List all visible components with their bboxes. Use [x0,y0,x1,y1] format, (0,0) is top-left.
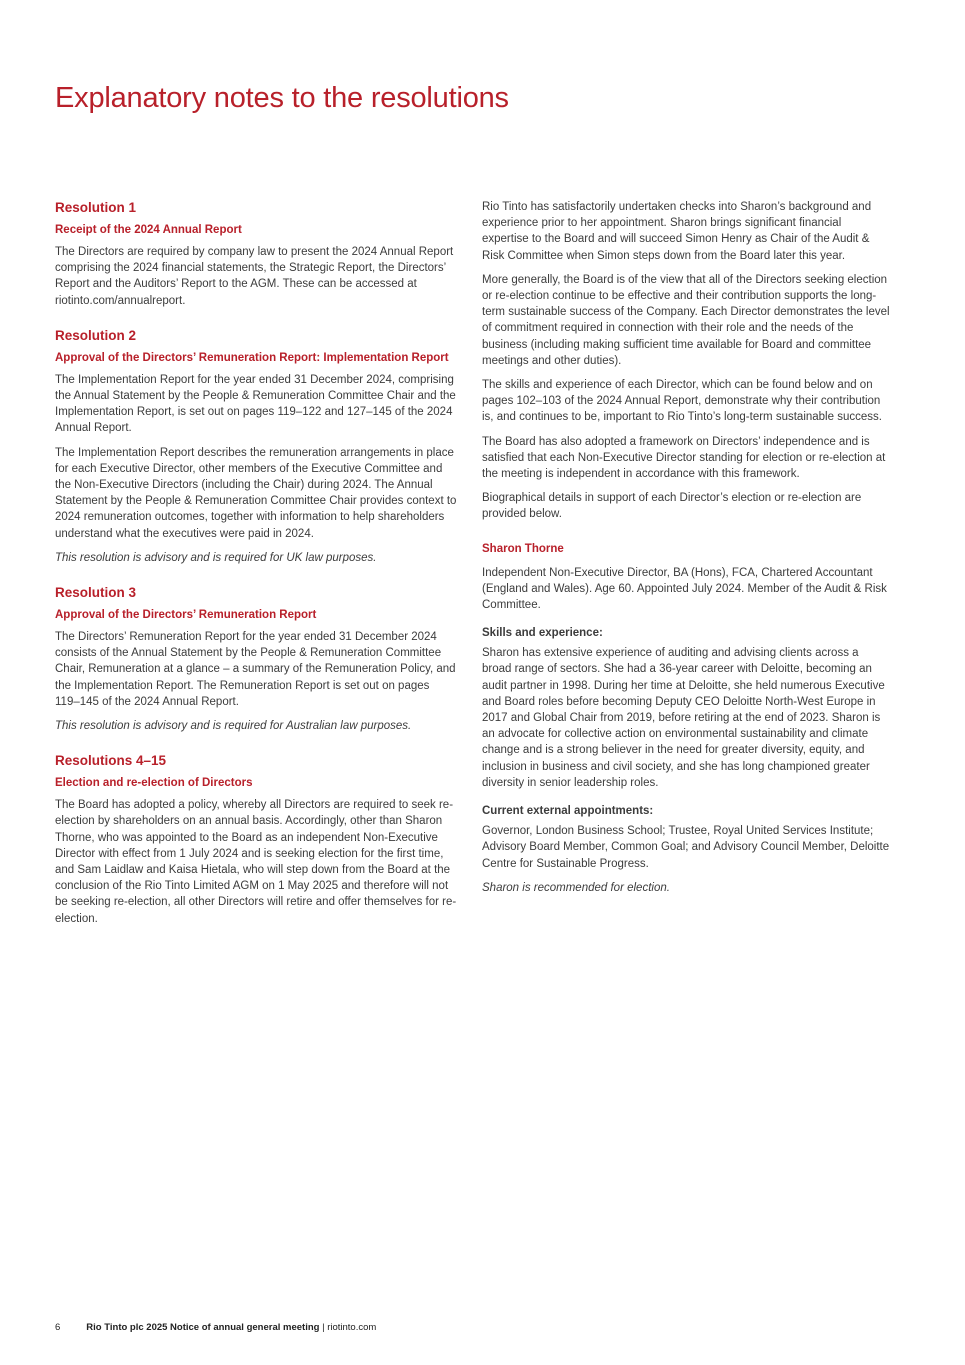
resolution-1-text: The Directors are required by company law to present the 2024 Annual Report comprising the 2024 financial statements, the Strategic Report, the Directors’ Report and the Auditors’ Report to the AGM. These can be accessed at riotinto.com/annualreport. [55,246,454,307]
left-column [55,199,457,945]
resolution-3-text: The Directors’ Remuneration Report for the year ended 31 December 2024 consists of the Annual Statement by the People & Remuneration Committee Chair, Remuneration at a glance – a summary of the Remuneration Policy, and the Implementation Report. The Remuneration Report is set out on pages 119–145 of the 2024 Annual Report. [55,631,456,708]
resolution-3 [55,584,457,734]
resolution-3-subtitle: Approval of the Directors’ Remuneration Report [55,609,317,622]
resolution-1-subtitle: Receipt of the 2024 Annual Report [55,224,242,236]
right-column [482,199,890,904]
appointments-heading: Current external appointments: [482,805,654,818]
page-number: 6 [55,1322,61,1333]
director-name: Sharon Thorne [482,542,564,555]
resolution-2-subtitle: Approval of the Directors’ Remuneration Report: Implementation Report [55,351,449,364]
resolutions-4-15-subtitle: Election and re-election of Directors [55,777,253,790]
right-paragraph-5: Biographical details in support of each Director’s election or re-election are provided below. [482,492,862,521]
right-paragraph-2: More generally, the Board is of the view that all of the Directors seeking election or re-election continue to be effective and their contribution supports the long-term sustainable success of the Company. Each Director demonstrates the level of commitment required in connection with their role and the needs of the business (including making sufficient time available for Board and committee meetings and other duties). [482,273,890,367]
resolutions-4-15 [55,752,457,927]
resolution-2-title: Resolution 2 [55,327,137,343]
director-bio: Independent Non-Executive Director, BA (Hons), FCA, Chartered Accountant (England and Wales). Age 60. Appointed July 2024. Member of the Audit & Risk Committee. [482,566,887,612]
resolutions-4-15-text: The Board has adopted a policy, whereby all Directors are required to seek re-election by shareholders on an annual basis. Accordingly, other than Sharon Thorne, who was appointed to the Board as an independent Non-Executive Director with effect from 1 July 2024 and is seeking election for the first time, and Sam Laidlaw and Kaisa Hietala, who will step down from the Board at the conclusion of the Rio Tinto Limited AGM on 1 May 2025 and therefore will not be seeking re-election, all other Directors will retire and offer themselves for re-election. [55,799,457,925]
skills-text: Sharon has extensive experience of auditing and advising clients across a broad range of sectors. She had a 36-year career with Deloitte, becoming an audit partner in 1998. During her time at Deloitte, she held numerous Executive and Board roles before becoming Deputy CEO Deloitte North-West Europe in 2017 and Global Chair from 2019, before retiring at the end of 2023. Sharon is an advocate for collective action on environmental sustainability and climate change and is a strong believer in the need for greater diversity, equity, and inclusion in business and civil society, and she has long championed greater diversity in senior leadership roles. [482,647,885,789]
director-profile [482,541,890,896]
resolutions-4-15-title: Resolutions 4–15 [55,753,167,769]
right-paragraph-4: The Board has also adopted a framework on Directors’ independence and is satisfied that each Non-Executive Director standing for election or re-election at the meeting is independent in accordance with this framework. [482,435,886,481]
footer-doc-title: Rio Tinto plc 2025 Notice of annual general meeting [86,1322,320,1333]
resolution-2-text-2: The Implementation Report describes the remuneration arrangements in place for each Executive Director, other members of the Executive Committee and the Non-Executive Directors (including the Chair) during 2024. The Annual Statement by the People & Remuneration Committee Chair provides context to 2024 remuneration outcomes, together with information to help shareholders understand what the executives were paid in 2024. [55,446,457,540]
footer-site: riotinto.com [327,1322,377,1333]
footer [55,1322,376,1333]
page-title: Explanatory notes to the resolutions [55,82,509,114]
resolution-2 [55,327,457,566]
resolution-1-title: Resolution 1 [55,200,137,215]
right-paragraph-1: Rio Tinto has satisfactorily undertaken checks into Sharon’s background and experience prior to her appointment. Sharon brings significant financial expertise to the Board and will succeed Simon Henry as Chair of the Audit & Risk Committee when Simon steps down from the Board later this year. [482,201,872,262]
appointments-text: Governor, London Business School; Trustee, Royal United Services Institute; Advisory Board Member, Common Goal; and Advisory Council Member, Deloitte Centre for Sustainable Progress. [482,825,890,870]
right-paragraph-3: The skills and experience of each Director, which can be found below and on pages 102–103 of the 2024 Annual Report, demonstrate why their contribution is, and continues to be, important to Rio Tinto’s long-term sustainable success. [482,379,882,424]
recommendation: Sharon is recommended for election. [482,881,670,894]
skills-heading: Skills and experience: [482,627,603,640]
resolution-1 [55,199,457,309]
resolution-3-note: This resolution is advisory and is required for Australian law purposes. [55,720,412,733]
footer-separator: | [319,1322,328,1333]
resolution-2-note: This resolution is advisory and is required for UK law purposes. [55,551,377,564]
resolution-3-title: Resolution 3 [55,585,137,601]
resolution-2-text-1: The Implementation Report for the year ended 31 December 2024, comprising the Annual Statement by the People & Remuneration Committee Chair and the Implementation Report, is set out on pages 119–122 and 127–145 of the 2024 Annual Report. [55,373,456,435]
